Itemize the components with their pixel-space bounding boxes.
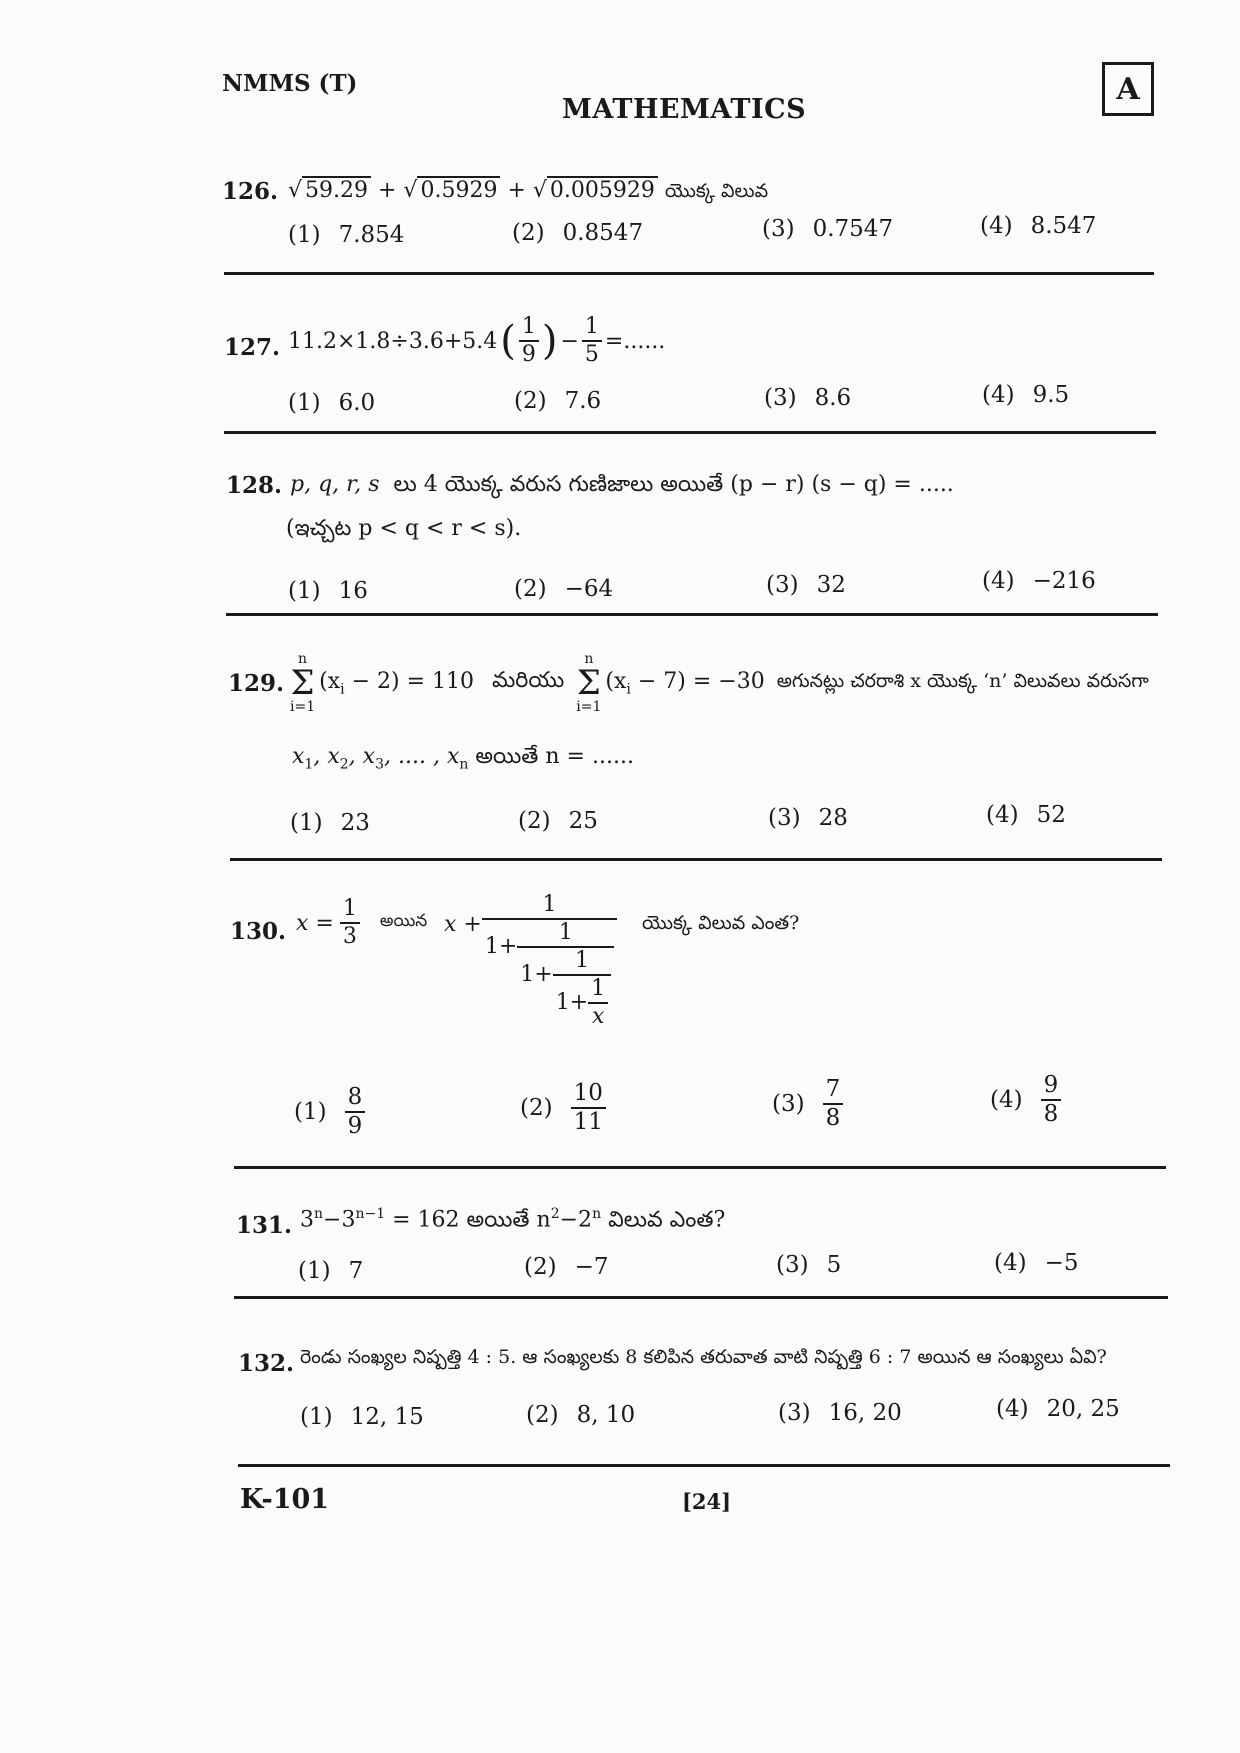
option-1[interactable]: (1) 23 xyxy=(290,810,370,836)
option-2[interactable]: (2) 25 xyxy=(518,808,598,834)
option-4[interactable]: (4) 52 xyxy=(986,802,1066,828)
option-3[interactable]: (3) 0.7547 xyxy=(762,216,894,242)
subject-title: MATHEMATICS xyxy=(562,94,807,125)
option-2[interactable]: (2) 7.6 xyxy=(514,388,602,414)
question-text: రెండు సంఖ్యల నిష్పత్తి 4 : 5. ఆ సంఖ్యలకు 8 కలిపిన తరువాత వాటి నిష్పత్తి 6 : 7 అయిన ఆ సంఖ్యలు ఏవి? xyxy=(300,1346,1107,1368)
continued-fraction: x + 1 1+ 1 1+ 1 1+ $\frac{1}{x}$ xyxy=(444,894,617,1028)
option-2[interactable]: (2) −7 xyxy=(524,1254,609,1280)
question-text: $3^n-3^{n-1} = 162$ అయితే $n^2-2^n$ విలువ ఎంత? xyxy=(300,1206,726,1233)
question-number: 129. xyxy=(228,670,285,697)
option-4[interactable]: (4) 9.5 xyxy=(982,382,1070,408)
divider xyxy=(224,431,1156,434)
option-1[interactable]: (1) 16 xyxy=(288,578,368,604)
option-4[interactable]: (4) −216 xyxy=(982,568,1096,594)
divider xyxy=(224,272,1154,275)
divider xyxy=(238,1464,1170,1467)
question-number: 132. xyxy=(238,1350,295,1377)
question-text: n Σ i=1 $(x_i - 2) = 110$ మరియు n Σ i=1 $(x_i - 7) = -30$ అగునట్లు చరరాశి x యొక్క ‘n’ విలువలు వరుసగా xyxy=(290,651,1149,715)
set-badge: A xyxy=(1102,62,1154,116)
option-2[interactable]: (2) 0.8547 xyxy=(512,220,644,246)
option-2[interactable]: (2) 8, 10 xyxy=(526,1402,636,1428)
option-4[interactable]: (4) 8.547 xyxy=(980,213,1097,239)
question-text: p, q, r, s లు 4 యొక్క వరుస గుణిజాలు అయితే (p − r) (s − q) = ..... xyxy=(290,472,954,497)
question-number: 130. xyxy=(230,918,287,945)
option-4[interactable]: (4) −5 xyxy=(994,1250,1079,1276)
option-3[interactable]: (3) 8.6 xyxy=(764,385,852,411)
divider xyxy=(234,1296,1168,1299)
exam-code: NMMS (T) xyxy=(222,70,358,97)
question-number: 131. xyxy=(236,1212,293,1239)
question-text: 11.2×1.8÷3.6+5.4 ( $\frac{1}{9}$ ) − $\frac{1}{5}$ =...... xyxy=(288,314,666,367)
option-1[interactable]: (1) $\frac{8}{9}$ xyxy=(294,1086,365,1138)
option-3[interactable]: (3) 5 xyxy=(776,1252,842,1278)
option-4[interactable]: (4) $\frac{9}{8}$ xyxy=(990,1074,1061,1126)
option-3[interactable]: (3) $\frac{7}{8}$ xyxy=(772,1078,843,1130)
option-3[interactable]: (3) 16, 20 xyxy=(778,1400,902,1426)
question-text-suffix: యొక్క విలువ ఎంత? xyxy=(642,912,800,934)
question-number: 127. xyxy=(224,334,281,361)
option-2[interactable]: (2) $\frac{10}{11}$ xyxy=(520,1082,606,1134)
question-condition: (ఇచ్చట p < q < r < s). xyxy=(286,516,522,541)
question-number: 126. xyxy=(222,178,279,205)
option-1[interactable]: (1) 6.0 xyxy=(288,390,376,416)
divider xyxy=(234,1166,1166,1169)
divider xyxy=(226,613,1158,616)
question-number: 128. xyxy=(226,472,283,499)
option-1[interactable]: (1) 7 xyxy=(298,1258,364,1284)
booklet-code: K-101 xyxy=(240,1484,330,1515)
option-1[interactable]: (1) 7.854 xyxy=(288,222,405,248)
option-3[interactable]: (3) 32 xyxy=(766,572,846,598)
question-text-x: x = $\frac{1}{3}$ అయిన xyxy=(296,896,428,949)
option-2[interactable]: (2) −64 xyxy=(514,576,614,602)
option-4[interactable]: (4) 20, 25 xyxy=(996,1396,1120,1422)
option-1[interactable]: (1) 12, 15 xyxy=(300,1404,424,1430)
option-3[interactable]: (3) 28 xyxy=(768,805,848,831)
page-number: [24] xyxy=(682,1489,732,1514)
divider xyxy=(230,858,1162,861)
question-text-line2: $x_1$, $x_2$, $x_3$, .... , $x_n$ అయితే n = ...... xyxy=(292,744,634,773)
question-text: √ 59.29 + √ 0.5929 + √ 0.005929 యొక్క విలువ xyxy=(288,178,769,203)
